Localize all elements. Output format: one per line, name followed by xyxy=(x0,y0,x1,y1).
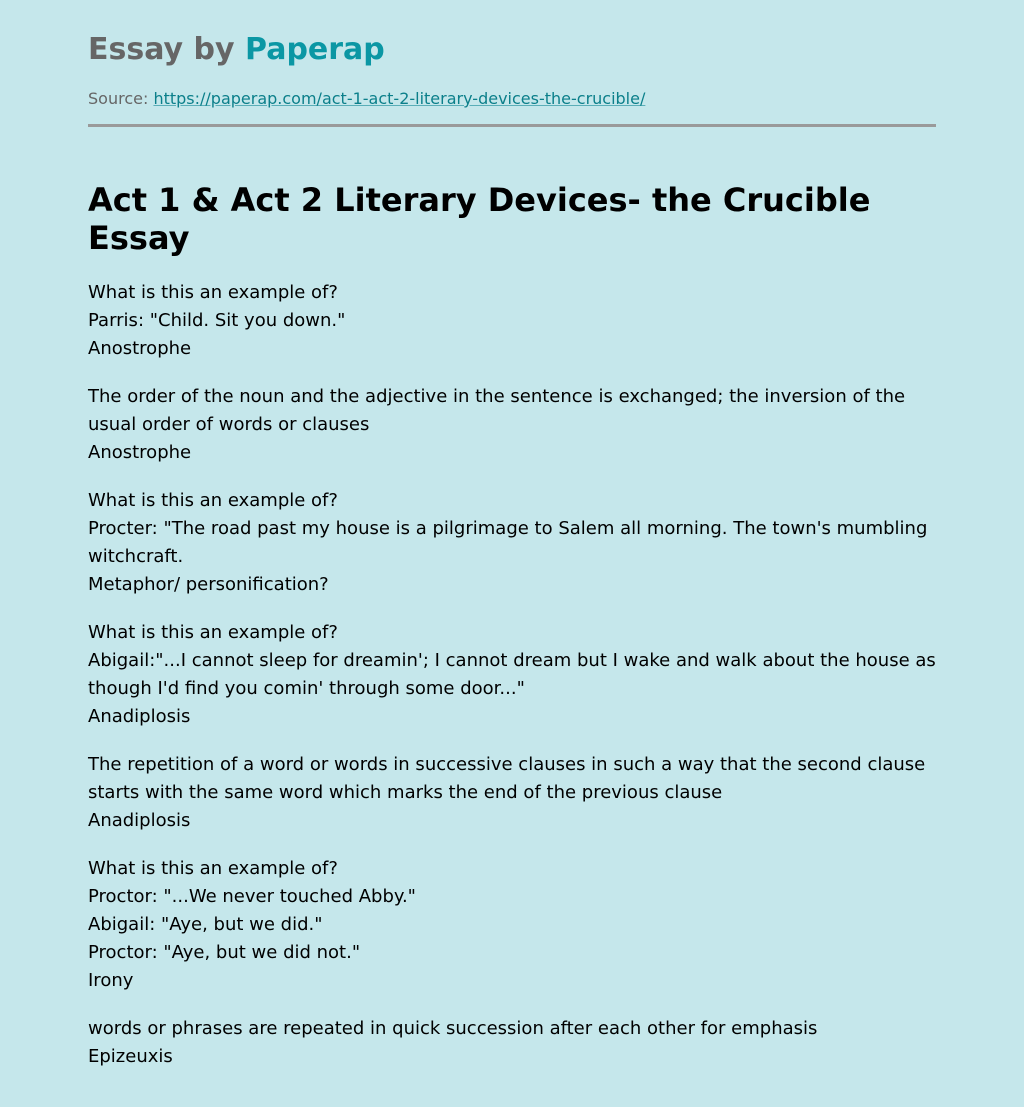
paragraph-line: Metaphor/ personification? xyxy=(88,574,329,595)
paragraph xyxy=(88,751,936,835)
paragraph xyxy=(88,855,936,995)
brand-prefix: Essay by xyxy=(88,32,235,67)
paragraph-line: Anostrophe xyxy=(88,442,192,463)
brand-name[interactable]: Paperap xyxy=(245,32,385,67)
paragraph-line: Anostrophe xyxy=(88,338,192,359)
paragraph-line: Anadiplosis xyxy=(88,706,191,727)
paragraph-line: Parris: "Child. Sit you down." xyxy=(88,310,346,331)
source-label: Source: xyxy=(88,89,149,108)
paragraph-line: What is this an example of? xyxy=(88,858,338,879)
article-body xyxy=(88,279,936,1091)
paragraph-line: Proctor: "...We never touched Abby." xyxy=(88,886,416,907)
paragraph-line: Abigail: "Aye, but we did." xyxy=(88,914,323,935)
paragraph-line: words or phrases are repeated in quick succession after each other for emphasis xyxy=(88,1018,818,1039)
source-line xyxy=(88,87,645,111)
paragraph xyxy=(88,279,936,363)
site-brand xyxy=(88,30,385,70)
paragraph-line: Irony xyxy=(88,970,134,991)
paragraph-line: Anadiplosis xyxy=(88,810,191,831)
paragraph-line: What is this an example of? xyxy=(88,622,338,643)
paragraph-line: Proctor: "Aye, but we did not." xyxy=(88,942,361,963)
header-divider xyxy=(88,124,936,127)
paragraph-line: The order of the noun and the adjective in the sentence is exchanged; the inversion of the usual order of words or clauses xyxy=(88,386,906,435)
page-title: Act 1 & Act 2 Literary Devices- the Crucible Essay xyxy=(88,181,871,257)
paragraph xyxy=(88,383,936,467)
paragraph-line: Abigail:"...I cannot sleep for dreamin'; I cannot dream but I wake and walk about the house as though I'd find you comin' through some door..." xyxy=(88,650,936,699)
paragraph-line: The repetition of a word or words in successive clauses in such a way that the second clause starts with the same word which marks the end of the previous clause xyxy=(88,754,926,803)
paragraph xyxy=(88,619,936,731)
paragraph-line: What is this an example of? xyxy=(88,282,338,303)
paragraph xyxy=(88,1015,936,1071)
paragraph-line: Epizeuxis xyxy=(88,1046,173,1067)
paragraph xyxy=(88,487,936,599)
paragraph-line: What is this an example of? xyxy=(88,490,338,511)
source-link[interactable]: https://paperap.com/act-1-act-2-literary-devices-the-crucible/ xyxy=(153,89,646,108)
paragraph-line: Procter: "The road past my house is a pilgrimage to Salem all morning. The town's mumbling witchcraft. xyxy=(88,518,928,567)
